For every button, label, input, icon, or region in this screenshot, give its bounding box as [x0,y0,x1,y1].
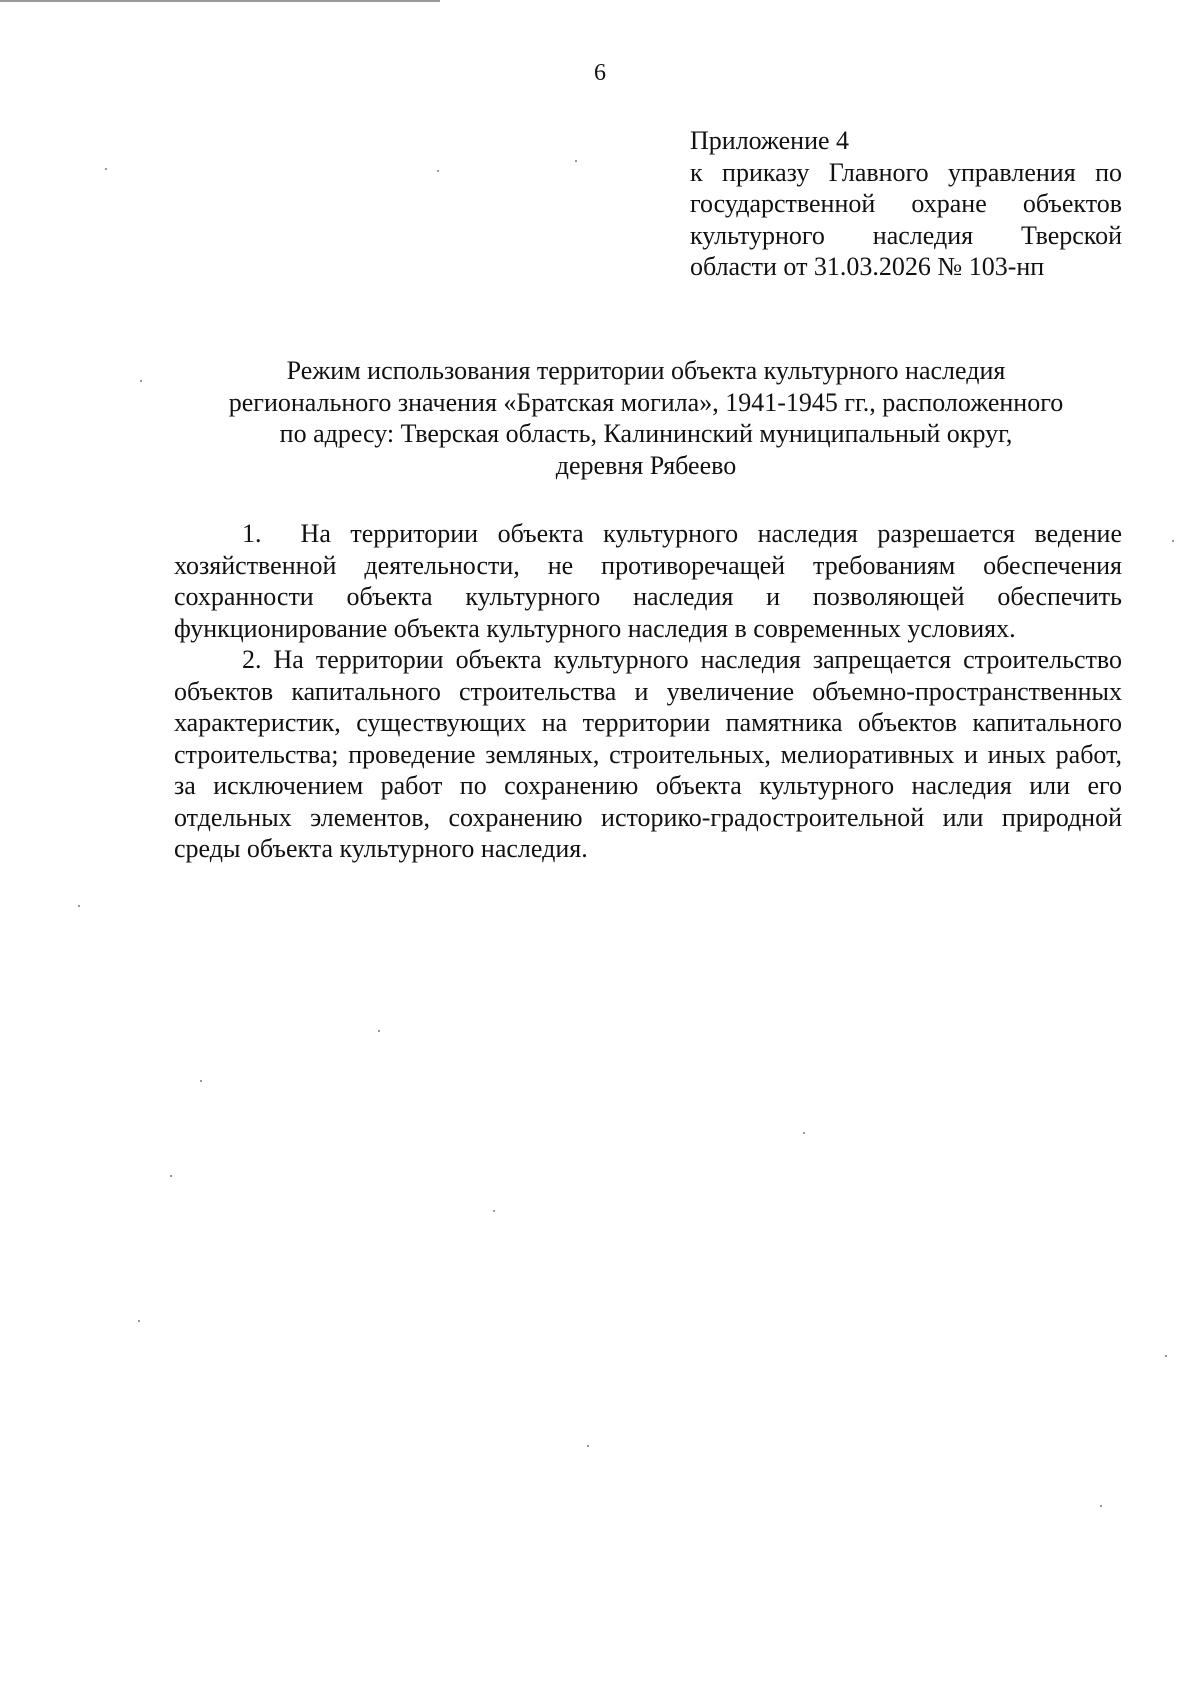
scan-speck [803,1132,805,1134]
scan-speck [378,1030,380,1032]
page-number: 6 [594,60,606,86]
document-body [174,518,1122,865]
title-line: по адресу: Тверская область, Калининский муниципальный округ, [279,419,1013,448]
scan-edge-line [0,0,440,2]
appendix-title: Приложение 4 [690,126,850,155]
scan-speck [1100,1505,1102,1507]
paragraph-number: 1. [242,519,262,548]
title-line: регионального значения «Братская могила», 1941-1945 гг., расположенного [228,387,1064,417]
scan-speck [105,168,107,170]
scan-speck [200,1080,202,1082]
scan-speck [170,1175,172,1177]
scan-speck [493,1210,495,1212]
scan-speck [1172,540,1174,542]
scan-speck [1165,1355,1167,1357]
scan-speck [78,905,80,907]
scan-speck [140,380,142,382]
paragraph-1 [174,518,1122,644]
document-title [170,355,1122,481]
paragraph-text: На территории объекта культурного наследия запрещается строительство объектов капитального строительства и увеличение объемно-пространственных характеристик, существующих на территории памятника объектов капитального строительства; проведение земляных, строительных, мелиоративных и иных работ, за исключением работ по сохранению объекта культурного наследия или его отдельных элементов, сохранению историко-градостроительной или природной среды объекта культурного наследия. [174,645,1122,863]
scan-speck [575,160,577,162]
paragraph-number: 2. [242,645,262,674]
paragraph-text: На территории объекта культурного наследия разрешается ведение хозяйственной деятельности, не противоречащей требованиям обеспечения сохранности объекта культурного наследия и позволяющей обеспечить функционирование объекта культурного наследия в современных условиях. [174,519,1122,643]
paragraph-2 [174,644,1122,865]
scan-speck [437,170,439,172]
appendix-reference: к приказу Главного управления по государственной охране объектов культурного наследия Тверской области от 31.03.2026 № 103-нп [690,157,1122,281]
appendix-header [690,125,1122,283]
title-line: Режим использования территории объекта культурного наследия [286,356,1006,385]
scan-speck [138,1320,140,1322]
scan-speck [587,1445,589,1447]
title-line: деревня Рябеево [555,450,737,480]
